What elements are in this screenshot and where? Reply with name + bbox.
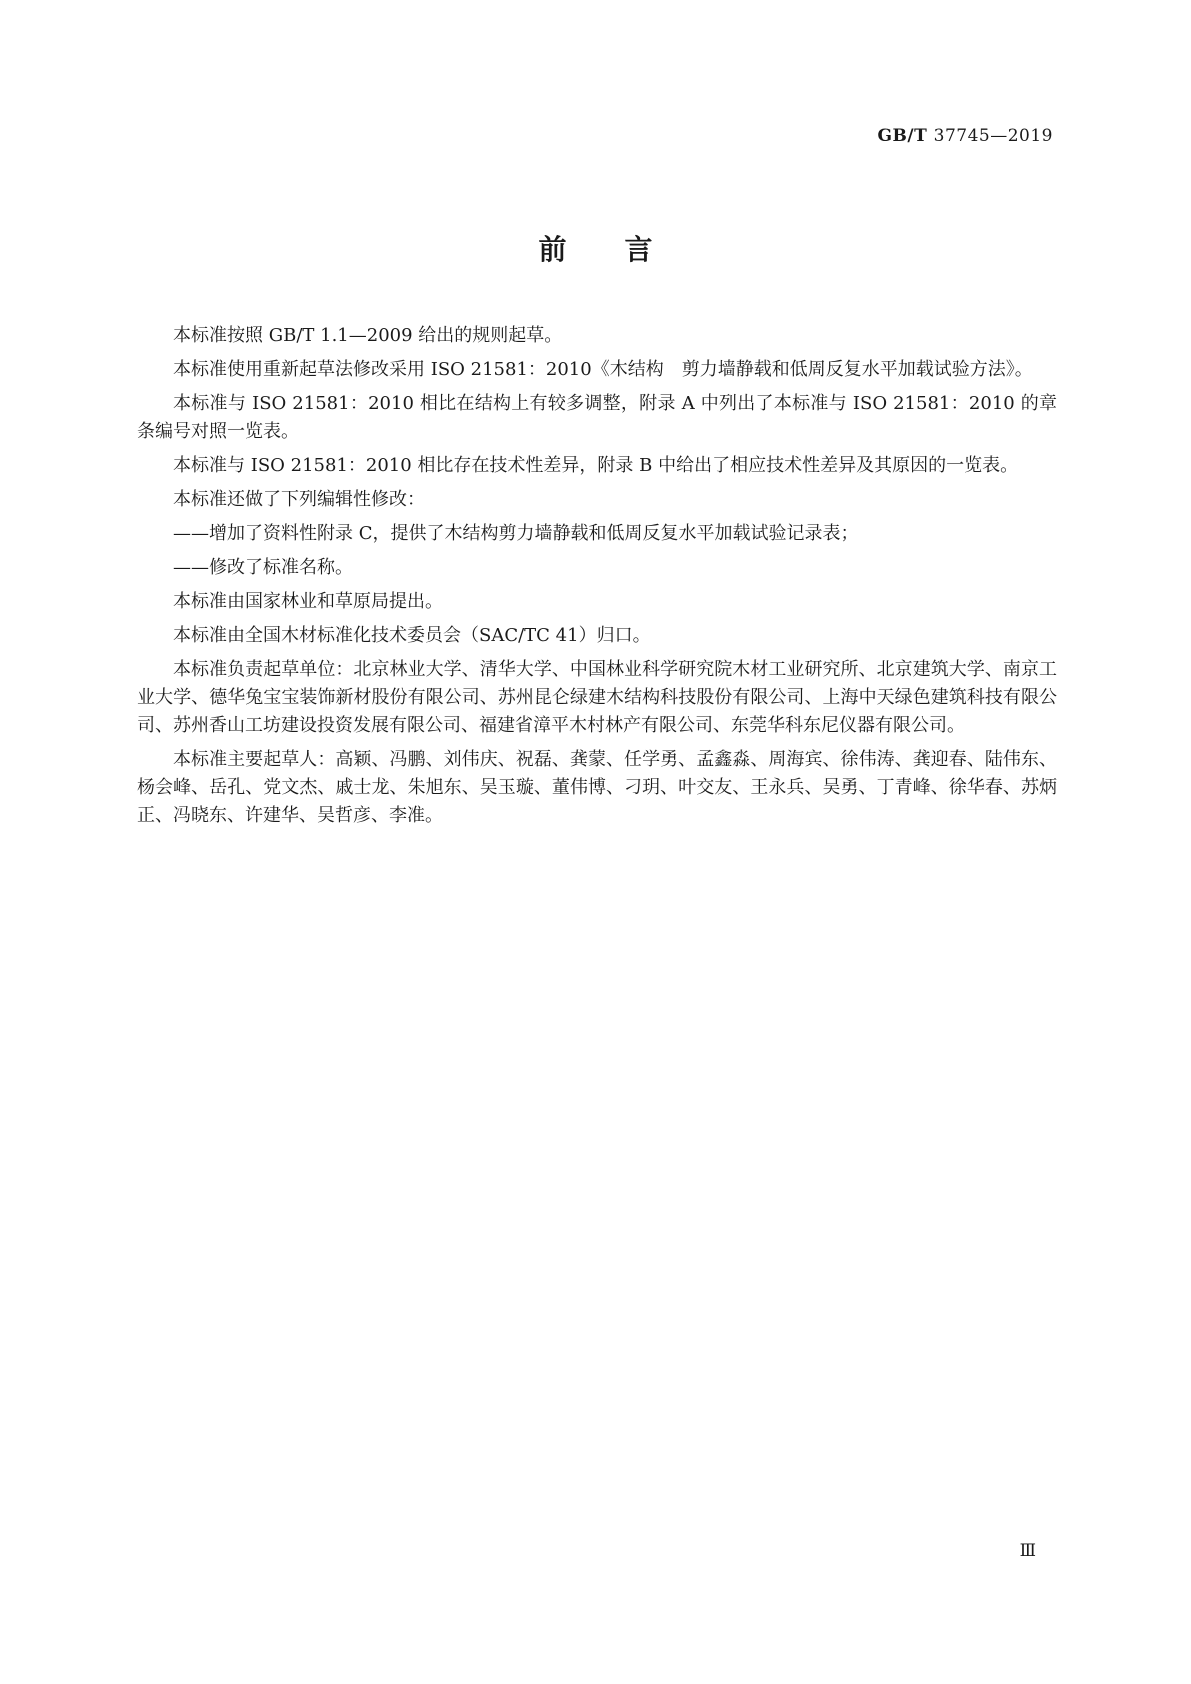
list-item-annex-c: ——增加了资料性附录 C，提供了木结构剪力墙静载和低周反复水平加载试验记录表； [173, 523, 859, 544]
paragraph-committee: 本标准由全国木材标准化技术委员会（SAC/TC 41）归口。 [173, 625, 651, 646]
paragraph-proposer: 本标准由国家林业和草原局提出。 [173, 591, 443, 612]
paragraph-drafters: 本标准主要起草人：高颖、冯鹏、刘伟庆、祝磊、龚蒙、任学勇、孟鑫淼、周海宾、徐伟涛、龚迎春、陆伟东、杨会峰、岳孔、党文杰、戚士龙、朱旭东、吴玉璇、董伟博、刁玥、叶交友、王永兵、吴勇、丁青峰、徐华春、苏炳正、冯晓东、许建华、吴哲彦、李准。 [137, 749, 1057, 826]
paragraph-adoption: 本标准使用重新起草法修改采用 ISO 21581：2010《木结构 剪力墙静载和低周反复水平加载试验方法》。 [173, 359, 1033, 380]
standard-code [877, 126, 1053, 146]
page-number: Ⅲ [1019, 1541, 1037, 1561]
paragraph-structure-diff: 本标准与 ISO 21581：2010 相比在结构上有较多调整，附录 A 中列出了本标准与 ISO 21581：2010 的章条编号对照一览表。 [137, 393, 1057, 442]
list-item-title-change: ——修改了标准名称。 [173, 557, 353, 578]
standard-code-prefix: GB/T [877, 126, 928, 146]
foreword-body [137, 322, 1057, 836]
page-title: 前言 [538, 233, 711, 266]
paragraph-drafting-rules: 本标准按照 GB/T 1.1—2009 给出的规则起草。 [173, 325, 563, 346]
paragraph-technical-diff: 本标准与 ISO 21581：2010 相比存在技术性差异，附录 B 中给出了相应技术性差异及其原因的一览表。 [173, 455, 1019, 476]
paragraph-editorial-intro: 本标准还做了下列编辑性修改： [173, 489, 425, 510]
standard-code-number: 37745—2019 [933, 126, 1053, 146]
paragraph-drafting-units: 本标准负责起草单位：北京林业大学、清华大学、中国林业科学研究院木材工业研究所、北京建筑大学、南京工业大学、德华兔宝宝装饰新材股份有限公司、苏州昆仑绿建木结构科技股份有限公司、上海中天绿色建筑科技有限公司、苏州香山工坊建设投资发展有限公司、福建省漳平木村林产有限公司、东莞华科东尼仪器有限公司。 [137, 659, 1057, 736]
